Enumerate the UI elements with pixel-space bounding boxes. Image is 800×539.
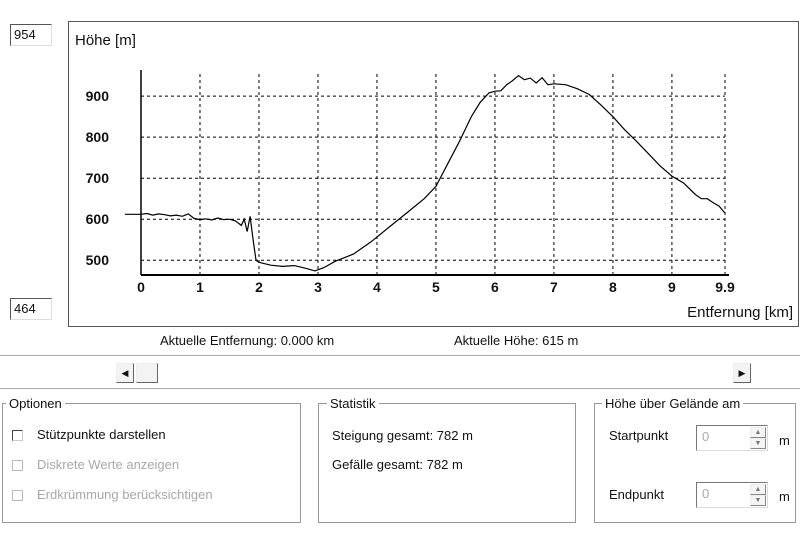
start-point-unit: m — [779, 433, 790, 448]
x-tick-label: 0 — [137, 279, 145, 295]
height-above-ground-title: Höhe über Gelände am — [602, 396, 743, 412]
chevron-down-icon: ▼ — [754, 440, 762, 447]
start-point-spinner[interactable] — [696, 425, 768, 451]
scroll-left-button[interactable] — [116, 363, 134, 383]
x-axis-label: Entfernung [km] — [687, 304, 793, 321]
end-point-label: Endpunkt — [609, 487, 664, 502]
chevron-up-icon: ▲ — [754, 429, 762, 436]
arrow-right-icon: ▶ — [738, 368, 746, 378]
option-discrete-values — [12, 457, 179, 473]
start-point-label: Startpunkt — [609, 428, 669, 443]
scroll-right-button[interactable] — [733, 363, 751, 383]
x-tick-label: 9.9 — [715, 279, 735, 295]
option-label: Stützpunkte darstellen — [37, 427, 166, 442]
total-ascent: Steigung gesamt: 782 m — [332, 428, 473, 443]
separator-bottom — [0, 388, 800, 390]
checkbox-show-support-points[interactable] — [12, 430, 23, 441]
options-group-title: Optionen — [6, 396, 65, 412]
elevation-profile-line — [125, 76, 725, 271]
option-label: Erdkrümmung berücksichtigen — [37, 487, 213, 502]
chart-axes — [141, 70, 729, 275]
x-tick-label: 8 — [609, 279, 617, 295]
option-earth-curvature — [12, 487, 213, 503]
total-descent: Gefälle gesamt: 782 m — [332, 457, 463, 472]
y-tick-label: 900 — [85, 88, 109, 105]
x-tick-label: 7 — [550, 279, 558, 295]
x-tick-label: 5 — [432, 279, 440, 295]
y-tick-labels — [86, 88, 110, 268]
x-tick-label: 3 — [314, 279, 322, 295]
statistics-group-title: Statistik — [327, 396, 379, 412]
separator-top — [0, 355, 800, 357]
y-tick-label: 500 — [85, 252, 109, 269]
x-tick-labels — [137, 279, 735, 295]
elevation-chart — [68, 21, 799, 327]
checkbox-earth-curvature — [12, 490, 23, 501]
x-tick-label: 6 — [491, 279, 499, 295]
chevron-down-icon: ▼ — [754, 497, 762, 504]
scroll-thumb[interactable] — [136, 363, 158, 383]
current-distance-readout: Aktuelle Entfernung: 0.000 km — [160, 333, 335, 348]
option-show-support-points[interactable] — [12, 427, 166, 443]
start-point-value[interactable]: 0 — [702, 429, 710, 444]
chart-grid — [141, 74, 725, 275]
spin-down-button[interactable] — [750, 495, 766, 506]
axis-min-field[interactable]: 464 — [10, 298, 52, 320]
y-tick-label: 700 — [85, 170, 109, 187]
x-tick-label: 2 — [255, 279, 263, 295]
end-point-spinner[interactable] — [696, 482, 768, 508]
x-tick-label: 1 — [196, 279, 204, 295]
end-point-value[interactable]: 0 — [702, 486, 710, 501]
option-label: Diskrete Werte anzeigen — [37, 457, 180, 472]
spin-up-button[interactable] — [750, 484, 766, 495]
current-height-readout: Aktuelle Höhe: 615 m — [454, 333, 579, 348]
spin-down-button[interactable] — [750, 438, 766, 449]
arrow-left-icon: ◀ — [121, 368, 129, 378]
x-tick-label: 9 — [668, 279, 676, 295]
x-tick-label: 4 — [373, 279, 381, 295]
elevation-chart-svg — [69, 22, 798, 326]
y-tick-label: 800 — [85, 129, 109, 146]
axis-max-field[interactable]: 954 — [10, 24, 52, 46]
checkbox-discrete-values — [12, 460, 23, 471]
end-point-unit: m — [779, 489, 790, 504]
chevron-up-icon: ▲ — [754, 486, 762, 493]
y-tick-label: 600 — [85, 211, 109, 228]
y-axis-label: Höhe [m] — [75, 32, 136, 49]
spin-up-button[interactable] — [750, 427, 766, 438]
